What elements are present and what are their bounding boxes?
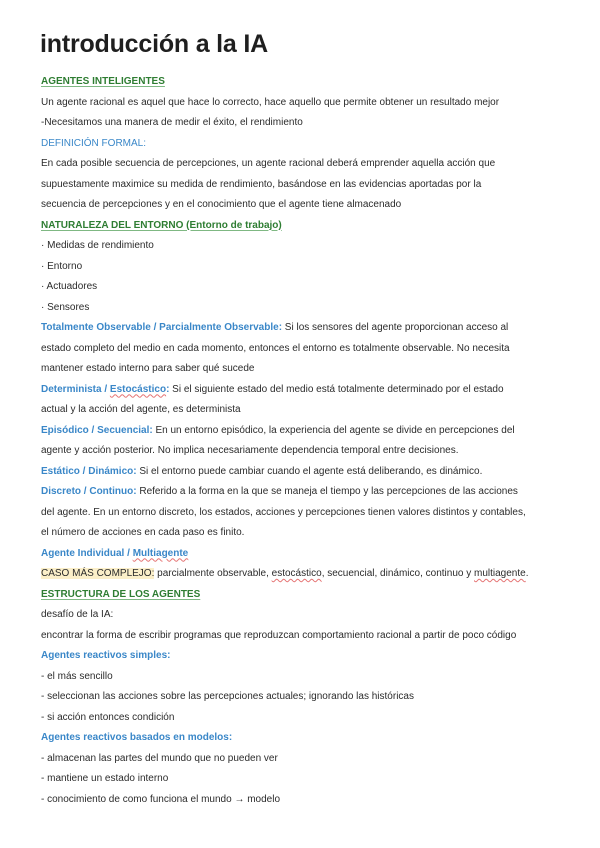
section-heading-naturaleza: NATURALEZA DEL ENTORNO (Entorno de trabajo) (41, 219, 282, 231)
paragraph: Un agente racional es aquel que hace lo correcto, hace aquello que permite obtener un resultado mejor (41, 96, 500, 108)
list-item: - si acción entonces condición (41, 711, 175, 723)
term-description: Referido a la forma en la que se maneja el tiempo y las percepciones de las acciones (136, 486, 518, 497)
text-run: estocástico (271, 568, 322, 579)
term-description: Si los sensores del agente proporcionan acceso al (282, 322, 509, 333)
paragraph-line: el número de acciones en cada paso es finito. (41, 527, 245, 538)
text-run: multiagente (474, 568, 526, 579)
paragraph-line: En cada posible secuencia de percepciones, un agente racional deberá emprender aquella acción que (41, 158, 496, 169)
section-heading-estructura: ESTRUCTURA DE LOS AGENTES (41, 588, 201, 600)
page-title: introducción a la IA (40, 30, 268, 58)
document-body (41, 72, 596, 810)
paragraph-line (41, 380, 596, 401)
paragraph-line: del agente. En un entorno discreto, los estados, acciones y percepciones tienen valores distintos y contables, (41, 506, 526, 518)
list-item: · Sensores (41, 301, 90, 313)
list-item: - seleccionan las acciones sobre las percepciones actuales; ignorando las históricas (41, 691, 414, 702)
paragraph: -Necesitamos una manera de medir el éxito, el rendimiento (41, 117, 303, 128)
list-item: · Medidas de rendimiento (41, 240, 154, 251)
paragraph-line (41, 318, 596, 339)
term-observable: Totalmente Observable / Parcialmente Observable: (41, 322, 283, 333)
paragraph-line (41, 544, 596, 565)
list-item: · Entorno (41, 260, 83, 272)
list-item: · Actuadores (41, 281, 98, 292)
list-item: - almacenan las partes del mundo que no pueden ver (41, 752, 278, 764)
term-multiagente: Multiagente (132, 547, 189, 559)
paragraph-line: supuestamente maximice su medida de rendimiento, basándose en las evidencias aportadas por la (41, 178, 482, 190)
term-individual: Agente Individual / (41, 547, 133, 559)
subheading-reactivos: Agentes reactivos simples: (41, 650, 171, 661)
list-item: - conocimiento de como funciona el mundo → modelo (41, 793, 281, 805)
paragraph-line (41, 462, 596, 483)
paragraph-line (41, 564, 596, 585)
text-run: parcialmente observable, (154, 568, 272, 579)
paragraph-line: actual y la acción del agente, es determinista (41, 404, 241, 415)
term-estocastico: Estocástico (109, 383, 167, 395)
term-description: Si el entorno puede cambiar cuando el agente está deliberando, es dinámico. (136, 465, 483, 477)
term-discreto: Discreto / Continuo: (41, 486, 137, 497)
text-run: . (525, 568, 529, 579)
list-item: - mantiene un estado interno (41, 773, 169, 784)
term-episodico: Episódico / Secuencial: (41, 424, 153, 436)
paragraph-line (41, 482, 596, 503)
definition-heading: DEFINICIÓN FORMAL: (41, 137, 147, 149)
list-item: - el más sencillo (41, 670, 113, 682)
term-description: En un entorno episódico, la experiencia del agente se divide en percepciones del (152, 424, 515, 436)
text-run: , secuencial, dinámico, continuo y (321, 568, 474, 579)
paragraph-line: encontrar la forma de escribir programas que reproduzcan comportamiento racional a partir de poco código (41, 629, 517, 641)
paragraph-line (41, 421, 596, 442)
paragraph-line: agente y acción posterior. No implica necesariamente dependencia temporal entre decisiones. (41, 445, 459, 456)
paragraph-line: estado completo del medio en cada momento, entonces el entorno es totalmente observable. No necesita (41, 342, 510, 354)
paragraph-line: secuencia de percepciones y en el conocimiento que el agente tiene almacenado (41, 199, 402, 210)
term-description: Si el siguiente estado del medio está totalmente determinado por el estado (169, 383, 504, 395)
section-heading-agentes: AGENTES INTELIGENTES (41, 76, 165, 87)
highlight-caso-complejo: CASO MÁS COMPLEJO: (41, 568, 155, 579)
term-colon: : (166, 383, 170, 395)
term-determinista: Determinista / (41, 383, 110, 395)
subheading-modelos: Agentes reactivos basados en modelos: (41, 732, 233, 743)
paragraph-line: desafío de la IA: (41, 609, 114, 620)
paragraph-line: mantener estado interno para saber qué sucede (41, 363, 255, 374)
term-estatico: Estático / Dinámico: (41, 465, 137, 477)
